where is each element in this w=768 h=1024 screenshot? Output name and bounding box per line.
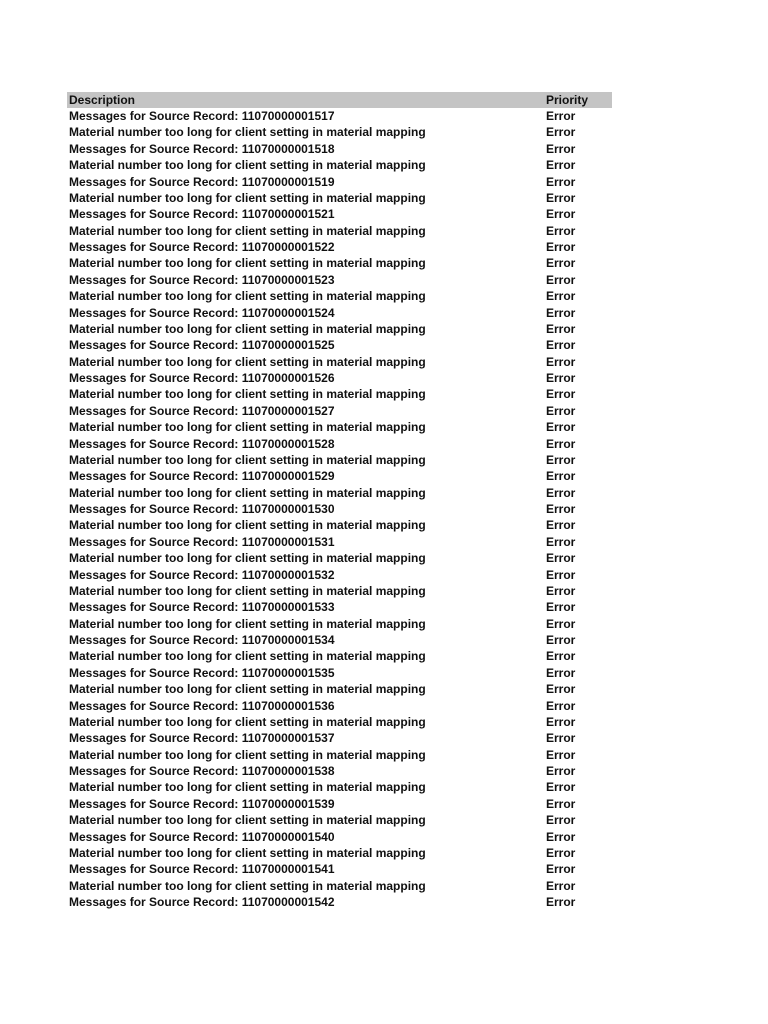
row-description: Material number too long for client setting in material mapping [69, 452, 426, 467]
row-priority: Error [546, 289, 576, 304]
row-priority: Error [546, 272, 576, 287]
row-priority: Error [546, 518, 576, 533]
table-row [67, 812, 612, 828]
table-row [67, 370, 612, 386]
table-row [67, 452, 612, 468]
row-description: Messages for Source Record: 11070000001526 [69, 371, 335, 385]
row-priority: Error [546, 813, 576, 828]
row-description: Messages for Source Record: 11070000001535 [69, 665, 335, 680]
table-row [67, 419, 612, 435]
row-description: Material number too long for client setting in material mapping [69, 485, 426, 500]
table-row [67, 239, 612, 255]
table-row [67, 468, 612, 484]
table-row [67, 861, 612, 877]
table-row [67, 632, 612, 648]
row-description: Messages for Source Record: 11070000001519 [69, 174, 335, 189]
row-description: Material number too long for client setting in material mapping [69, 387, 426, 402]
table-row [67, 403, 612, 419]
row-priority: Error [546, 600, 576, 615]
row-priority: Error [546, 338, 576, 353]
row-priority: Error [546, 583, 576, 598]
row-description: Messages for Source Record: 11070000001531 [69, 534, 335, 549]
row-description: Messages for Source Record: 11070000001528 [69, 436, 335, 451]
row-priority: Error [546, 469, 576, 484]
row-description: Messages for Source Record: 11070000001541 [69, 862, 335, 877]
row-description: Messages for Source Record: 11070000001529 [69, 469, 335, 484]
table-row [67, 845, 612, 861]
row-priority: Error [546, 895, 576, 909]
table-row [67, 665, 612, 681]
row-description: Material number too long for client setting in material mapping [69, 354, 426, 369]
table-row [67, 698, 612, 714]
row-priority: Error [546, 190, 576, 205]
row-description: Messages for Source Record: 11070000001521 [69, 207, 335, 222]
row-description: Messages for Source Record: 11070000001525 [69, 338, 335, 353]
row-description: Material number too long for client setting in material mapping [69, 190, 426, 205]
table-row [67, 305, 612, 321]
row-description: Material number too long for client setting in material mapping [69, 682, 426, 697]
table-row [67, 288, 612, 304]
row-priority: Error [546, 747, 576, 762]
table-row [67, 174, 612, 190]
table-row [67, 190, 612, 206]
row-description: Messages for Source Record: 11070000001517 [69, 109, 335, 123]
table-row [67, 223, 612, 239]
row-description: Material number too long for client setting in material mapping [69, 551, 426, 566]
table-row [67, 599, 612, 615]
row-description: Material number too long for client setting in material mapping [69, 813, 426, 828]
table-row [67, 534, 612, 550]
row-priority: Error [546, 731, 576, 746]
row-priority: Error [546, 321, 576, 336]
row-description: Material number too long for client setting in material mapping [69, 289, 426, 304]
row-priority: Error [546, 354, 576, 369]
row-priority: Error [546, 387, 576, 402]
row-priority: Error [546, 109, 576, 123]
row-priority: Error [546, 829, 576, 844]
row-description: Messages for Source Record: 11070000001536 [69, 698, 335, 713]
row-description: Material number too long for client setting in material mapping [69, 649, 426, 664]
description-column-header: Description [69, 93, 136, 107]
row-priority: Error [546, 796, 576, 811]
row-description: Material number too long for client setting in material mapping [69, 878, 426, 893]
message-log-table [67, 92, 612, 910]
row-description: Messages for Source Record: 11070000001532 [69, 567, 335, 582]
row-priority: Error [546, 452, 576, 467]
row-priority: Error [546, 616, 576, 631]
row-description: Messages for Source Record: 11070000001523 [69, 272, 335, 287]
table-row [67, 747, 612, 763]
priority-column-header: Priority [546, 93, 589, 107]
table-row [67, 616, 612, 632]
row-description: Material number too long for client setting in material mapping [69, 747, 426, 762]
row-description: Material number too long for client setting in material mapping [69, 616, 426, 631]
table-row [67, 141, 612, 157]
row-description: Messages for Source Record: 11070000001539 [69, 796, 335, 811]
table-row [67, 779, 612, 795]
table-row [67, 108, 612, 124]
row-priority: Error [546, 649, 576, 664]
row-priority: Error [546, 698, 576, 713]
row-priority: Error [546, 551, 576, 566]
row-priority: Error [546, 862, 576, 877]
row-description: Material number too long for client setting in material mapping [69, 583, 426, 598]
row-description: Material number too long for client setting in material mapping [69, 125, 426, 140]
row-description: Messages for Source Record: 11070000001522 [69, 240, 335, 254]
table-row [67, 894, 612, 910]
row-priority: Error [546, 682, 576, 697]
row-description: Material number too long for client setting in material mapping [69, 223, 426, 238]
table-row [67, 485, 612, 501]
row-description: Messages for Source Record: 11070000001530 [69, 502, 335, 516]
row-priority: Error [546, 665, 576, 680]
row-priority: Error [546, 714, 576, 729]
table-row [67, 255, 612, 271]
row-priority: Error [546, 403, 576, 418]
row-priority: Error [546, 125, 576, 140]
table-row [67, 321, 612, 337]
row-priority: Error [546, 371, 576, 385]
row-priority: Error [546, 764, 576, 778]
table-row [67, 501, 612, 517]
table-row [67, 763, 612, 779]
row-description: Messages for Source Record: 11070000001518 [69, 141, 335, 156]
row-description: Messages for Source Record: 11070000001542 [69, 895, 335, 909]
row-priority: Error [546, 420, 576, 435]
row-priority: Error [546, 878, 576, 893]
row-priority: Error [546, 436, 576, 451]
row-priority: Error [546, 502, 576, 516]
table-row [67, 796, 612, 812]
row-priority: Error [546, 141, 576, 156]
row-priority: Error [546, 845, 576, 860]
table-row [67, 386, 612, 402]
row-priority: Error [546, 485, 576, 500]
row-priority: Error [546, 256, 576, 271]
table-row [67, 681, 612, 697]
row-priority: Error [546, 158, 576, 173]
row-description: Material number too long for client setting in material mapping [69, 714, 426, 729]
row-description: Material number too long for client setting in material mapping [69, 518, 426, 533]
row-description: Messages for Source Record: 11070000001540 [69, 829, 335, 844]
table-row [67, 583, 612, 599]
table-row [67, 648, 612, 664]
row-priority: Error [546, 174, 576, 189]
table-row [67, 157, 612, 173]
row-priority: Error [546, 305, 576, 320]
row-priority: Error [546, 633, 576, 647]
table-row [67, 124, 612, 140]
row-description: Material number too long for client setting in material mapping [69, 420, 426, 435]
row-description: Messages for Source Record: 11070000001537 [69, 731, 335, 746]
row-description: Messages for Source Record: 11070000001524 [69, 305, 335, 320]
row-priority: Error [546, 240, 576, 254]
table-row [67, 567, 612, 583]
row-description: Material number too long for client setting in material mapping [69, 845, 426, 860]
table-row [67, 206, 612, 222]
table-body [67, 108, 612, 910]
table-row [67, 829, 612, 845]
table-row [67, 714, 612, 730]
row-description: Messages for Source Record: 11070000001527 [69, 403, 335, 418]
row-priority: Error [546, 780, 576, 795]
row-description: Messages for Source Record: 11070000001534 [69, 633, 335, 647]
row-priority: Error [546, 223, 576, 238]
row-description: Material number too long for client setting in material mapping [69, 780, 426, 795]
row-description: Material number too long for client setting in material mapping [69, 256, 426, 271]
row-description: Material number too long for client setting in material mapping [69, 158, 426, 173]
table-row [67, 272, 612, 288]
row-priority: Error [546, 207, 576, 222]
table-row [67, 517, 612, 533]
row-priority: Error [546, 534, 576, 549]
table-row [67, 878, 612, 894]
row-description: Messages for Source Record: 11070000001538 [69, 764, 335, 778]
row-priority: Error [546, 567, 576, 582]
table-row [67, 354, 612, 370]
table-header-row [67, 92, 612, 108]
row-description: Messages for Source Record: 11070000001533 [69, 600, 335, 615]
table-row [67, 550, 612, 566]
table-row [67, 436, 612, 452]
table-row [67, 337, 612, 353]
row-description: Material number too long for client setting in material mapping [69, 321, 426, 336]
table-row [67, 730, 612, 746]
